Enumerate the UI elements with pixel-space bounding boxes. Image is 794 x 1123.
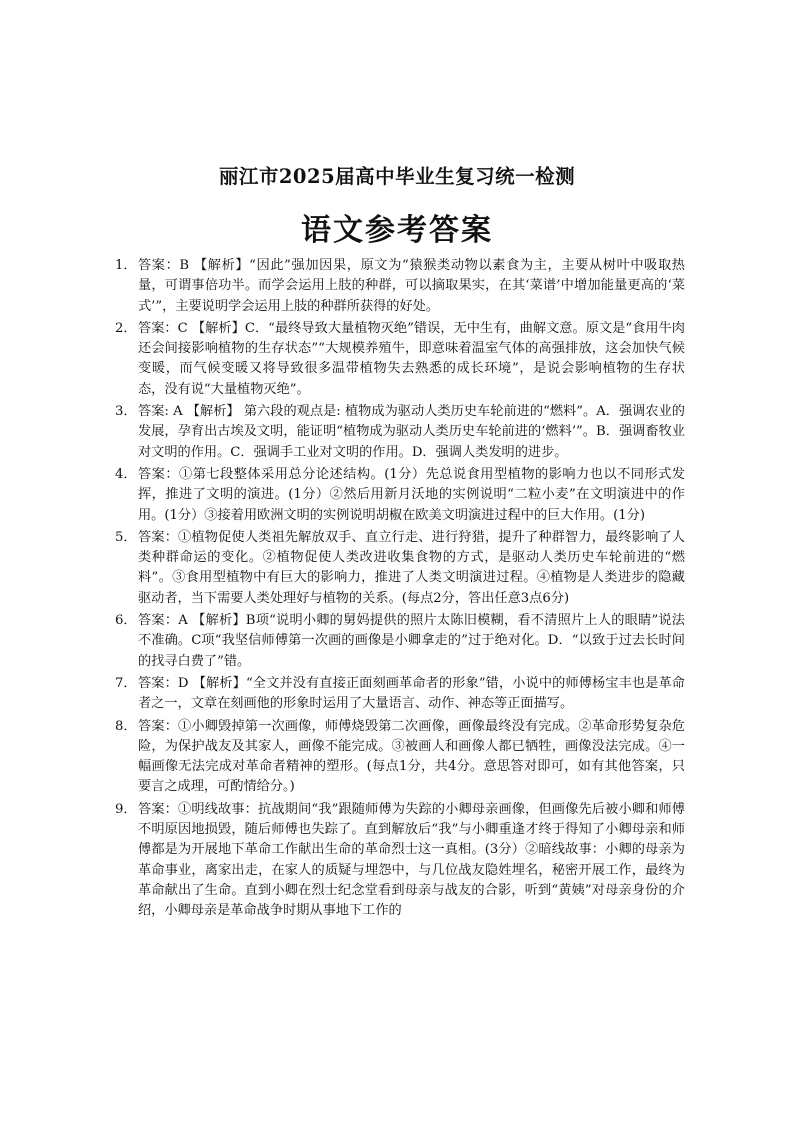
- answer-text: 答案：C 【解析】C．“最终导致大量植物灭绝”错误，无中生有，曲解文意。原文是“食用牛肉还会间接影响植物的生存状态”“大规模养殖牛，即意味着温室气体的高强排放，这会加快气候变暖，而气候变暖又将导致很多温带植物失去熟悉的成长环境”，是说会影响植物的生存状态，没有说“大量植物灭绝”。: [138, 320, 685, 397]
- answer-item-5: [115, 528, 685, 609]
- answer-number: 5．: [115, 529, 137, 545]
- answer-item-1: [115, 256, 685, 317]
- answer-text: 答案: A 【解析】 第六段的观点是: 植物成为驱动人类历史车轮前进的“燃料”。A．强调农业的发展，孕育出古埃及文明，能证明“植物成为驱动人类历史车轮前进的‘燃料’”。B．强调畜牧业对文明的作用。C．强调手工业对文明的作用。D．强调人类发明的进步。: [138, 404, 685, 460]
- answer-item-9: [115, 800, 685, 922]
- answer-text: 答案：B 【解析】“因此”强加因果，原文为“猿猴类动物以素食为主，主要从树叶中吸取热量，可谓事倍功半。而学会运用上肢的种群，可以摘取果实，在其‘菜谱’中增加能量更高的‘菜式’”，主要说明学会运用上肢的种群所获得的好处。: [138, 258, 685, 314]
- answer-item-6: [115, 611, 685, 672]
- answer-text: 答案：①植物促使人类祖先解放双手、直立行走、进行狩猎，提升了种群智力，最终影响了人类种群命运的变化。②植物促使人类改进收集食物的方式，是驱动人类历史车轮前进的“燃料”。③食用型植物中有巨大的影响力，推进了人类文明演进过程。④植物是人类进步的隐藏驱动者，当下需要人类处理好与植物的关系。(每点2分，答出任意3点6分): [138, 529, 685, 606]
- answer-item-8: [115, 717, 685, 798]
- answer-number: 3．: [115, 404, 137, 420]
- answer-list: [115, 256, 685, 924]
- answer-text: 答案：①小卿毁掉第一次画像，师傅烧毁第二次画像，画像最终没有完成。②革命形势复杂危险，为保护战友及其家人，画像不能完成。③被画人和画像人都已牺牲，画像没法完成。④一幅画像无法完成对革命者精神的塑形。(每点1分，共4分。意思答对即可，如有其他答案，只要言之成理，可酌情给分。): [138, 718, 685, 795]
- answer-item-4: [115, 465, 685, 526]
- document-subtitle: 语文参考答案: [301, 213, 493, 248]
- answer-number: 6．: [115, 613, 137, 629]
- document-title: 丽江市2025届高中毕业生复习统一检测: [218, 165, 576, 188]
- answer-number: 7．: [115, 675, 137, 691]
- answer-item-2: [115, 319, 685, 400]
- answer-text: 答案：D 【解析】“全文并没有直接正面刻画革命者的形象”错，小说中的师傅杨宝丰也是革命者之一，文章在刻画他的形象时运用了大量语言、动作、神态等正面描写。: [138, 675, 685, 712]
- answer-number: 9．: [115, 801, 137, 817]
- answer-number: 8．: [115, 718, 137, 734]
- answer-text: 答案：①第七段整体采用总分论述结构。(1分）先总说食用型植物的影响力也以不同形式发挥，推进了文明的演进。(1分）②然后用新月沃地的实例说明“二粒小麦”在文明演进中的作用。(1分）③接着用欧洲文明的实例说明胡椒在欧美文明演进过程中的巨大作用。(1分): [138, 466, 685, 523]
- answer-item-3: [115, 402, 685, 463]
- answer-item-7: [115, 674, 685, 715]
- answer-text: 答案：①明线故事：抗战期间“我”跟随师傅为失踪的小卿母亲画像，但画像先后被小卿和师傅不明原因地损毁，随后师傅也失踪了。直到解放后“我”与小卿重逢才终于得知了小卿母亲和师傅都是为开展地下革命工作献出生命的革命烈士这一真相。(3分）②暗线故事：小卿的母亲为革命事业，离家出走，在家人的质疑与埋怨中，与几位战友隐姓埋名，秘密开展工作，最终为革命献出了生命。直到小卿在烈士纪念堂看到母亲与战友的合影，听到“黄姨”对母亲身份的介绍，小卿母亲是革命战争时期从事地下工作的: [138, 801, 685, 919]
- answer-text: 答案：A 【解析】B项“说明小卿的舅妈提供的照片太陈旧模糊，看不清照片上人的眼睛”说法不准确。C项“我坚信师傅第一次画的画像是小卿拿走的”过于绝对化。D．“以致于过去长时间的找寻白费了”错。: [138, 613, 685, 669]
- answer-number: 1．: [115, 258, 137, 273]
- answer-number: 2．: [115, 320, 137, 336]
- answer-number: 4．: [115, 466, 137, 482]
